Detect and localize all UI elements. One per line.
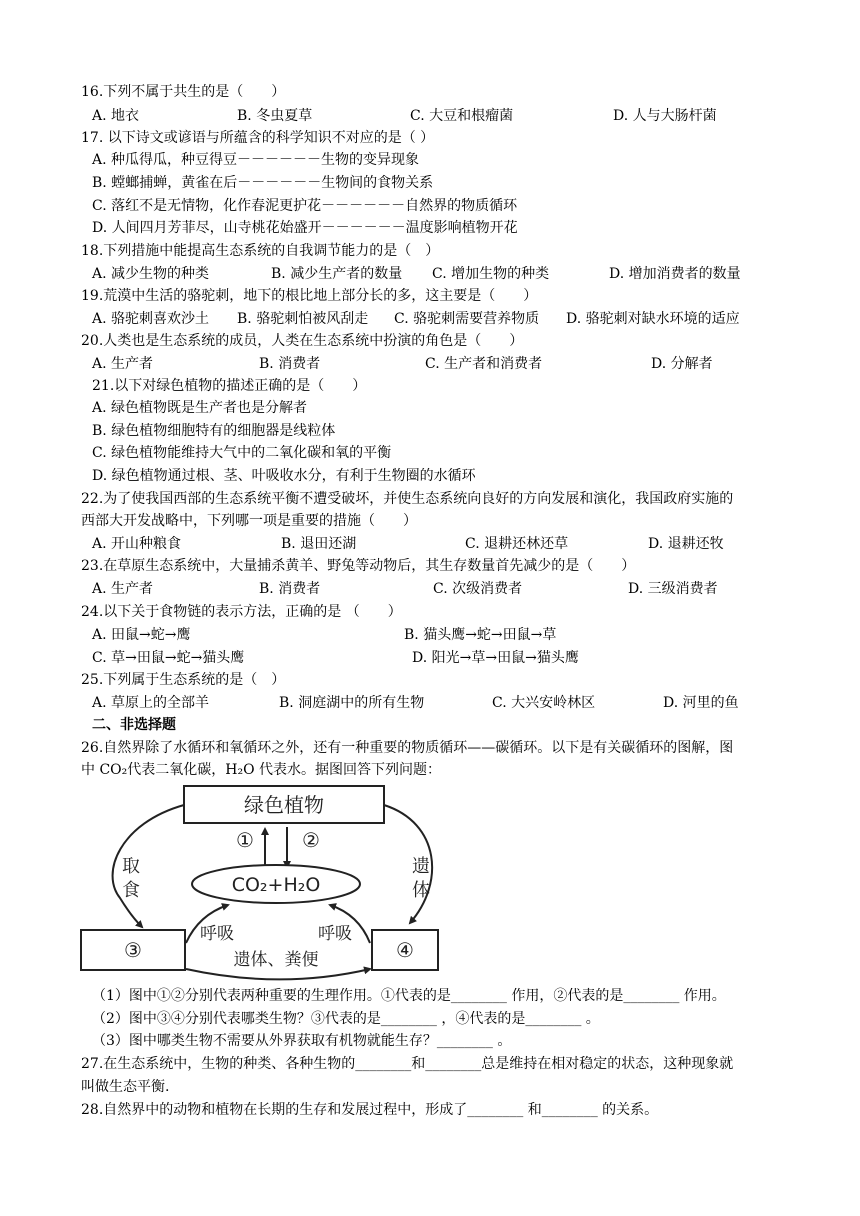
question-24-stem: 24.以下关于食物链的表示方法，正确的是 （ ） (81, 604, 402, 620)
question-27-stem-line1: 27.在生态系统中，生物的种类、各种生物的________和________总是维持在相对稳定的状态，这种现象就 (81, 1056, 734, 1072)
q18-option-c: C. 增加生物的种类 (432, 266, 550, 282)
right-label-char-2: 体 (412, 880, 430, 901)
question-23-stem: 23.在草原生态系统中，大量捕杀黄羊、野兔等动物后，其生存数量首先减少的是（ ） (81, 558, 636, 574)
q25-option-d: D. 河里的鱼 (663, 695, 739, 711)
question-22-stem-line2: 西部大开发战略中，下列哪一项是重要的措施（ ） (81, 513, 417, 529)
q26-sub-3: （3）图中哪类生物不需要从外界获取有机物就能生存？________ 。 (92, 1033, 512, 1049)
green-plant-label: 绿色植物 (244, 793, 324, 817)
q17-option-a: A. 种瓜得瓜，种豆得豆－－－－－－生物的变异现象 (92, 152, 420, 168)
question-25-stem: 25.下列属于生态系统的是（ ） (81, 672, 286, 688)
q24-option-b: B. 猫头鹰→蛇→田鼠→草 (404, 627, 557, 643)
question-19-stem: 19.荒漠中生活的骆驼刺，地下的根比地上部分长的多，这主要是（ ） (81, 288, 538, 304)
q25-option-b: B. 洞庭湖中的所有生物 (279, 695, 425, 711)
q22-option-a: A. 开山种粮食 (92, 536, 182, 552)
q19-option-d: D. 骆驼刺对缺水环境的适应 (566, 311, 740, 327)
q26-sub-2: （2）图中③④分别代表哪类生物？③代表的是________ ，④代表的是________ 。 (92, 1011, 600, 1027)
q19-option-b: B. 骆驼刺怕被风刮走 (237, 311, 369, 327)
q17-option-c: C. 落红不是无情物，化作春泥更护花－－－－－－自然界的物质循环 (92, 198, 518, 214)
left-label-char-1: 取 (122, 856, 140, 877)
q24-option-d: D. 阳光→草→田鼠→猫头鹰 (412, 650, 579, 666)
bottom-arrow (186, 969, 370, 980)
q23-option-c: C. 次级消费者 (433, 581, 523, 597)
right-label-char-1: 遗 (412, 856, 430, 877)
q16-option-c: C. 大豆和根瘤菌 (410, 108, 514, 124)
question-17-stem: 17. 以下诗文或谚语与所蕴含的科学知识不对应的是（ ） (81, 130, 435, 146)
q16-option-b: B. 冬虫夏草 (237, 108, 313, 124)
left-label-char-2: 食 (122, 880, 140, 901)
q22-option-d: D. 退耕还牧 (648, 536, 724, 552)
q23-option-d: D. 三级消费者 (628, 581, 718, 597)
q21-option-b: B. 绿色植物细胞特有的细胞器是线粒体 (92, 423, 336, 439)
question-20-stem: 20.人类也是生态系统的成员，人类在生态系统中扮演的角色是（ ） (81, 333, 524, 349)
label-1: ① (236, 828, 254, 852)
q24-option-a: A. 田鼠→蛇→鹰 (92, 627, 191, 643)
box-4-label: ④ (396, 938, 414, 962)
carbon-cycle-diagram (80, 783, 440, 983)
q20-option-a: A. 生产者 (92, 356, 154, 372)
q19-option-c: C. 骆驼刺需要营养物质 (394, 311, 540, 327)
q23-option-b: B. 消费者 (259, 581, 321, 597)
question-28-stem: 28.自然界中的动物和植物在长期的生存和发展过程中，形成了________ 和________ 的关系。 (81, 1102, 659, 1118)
q22-option-b: B. 退田还湖 (281, 536, 357, 552)
q24-option-c: C. 草→田鼠→蛇→猫头鹰 (92, 650, 245, 666)
question-16-stem: 16.下列不属于共生的是（ ） (81, 84, 286, 100)
q22-option-c: C. 退耕还林还草 (465, 536, 569, 552)
bottom-label: 遗体、粪便 (233, 950, 319, 970)
question-27-stem-line2: 叫做生态平衡. (81, 1079, 170, 1095)
q20-option-b: B. 消费者 (259, 356, 321, 372)
q16-option-a: A. 地衣 (92, 108, 140, 124)
co2-h2o-label: CO₂+H₂O (231, 874, 321, 896)
box-3-label: ③ (124, 938, 142, 962)
q25-option-a: A. 草原上的全部羊 (92, 695, 210, 711)
resp-left-label: 呼吸 (200, 924, 234, 944)
label-2: ② (302, 828, 320, 852)
q19-option-a: A. 骆驼刺喜欢沙土 (92, 311, 210, 327)
resp-right-label: 呼吸 (318, 924, 352, 944)
q20-option-d: D. 分解者 (651, 356, 713, 372)
q17-option-d: D. 人间四月芳菲尽，山寺桃花始盛开－－－－－－温度影响植物开花 (92, 220, 518, 236)
question-21-stem: 21.以下对绿色植物的描述正确的是（ ） (92, 378, 367, 394)
question-26-stem-line1: 26.自然界除了水循环和氧循环之外，还有一种重要的物质循环——碳循环。以下是有关碳循环的图解，图 (81, 740, 734, 756)
q26-sub-1: （1）图中①②分别代表两种重要的生理作用。①代表的是________ 作用，②代表的是________ 作用。 (92, 988, 726, 1004)
q25-option-c: C. 大兴安岭林区 (492, 695, 596, 711)
q21-option-c: C. 绿色植物能维持大气中的二氧化碳和氧的平衡 (92, 445, 392, 461)
q20-option-c: C. 生产者和消费者 (425, 356, 543, 372)
q18-option-a: A. 减少生物的种类 (92, 266, 210, 282)
q23-option-a: A. 生产者 (92, 581, 154, 597)
question-18-stem: 18.下列措施中能提高生态系统的自我调节能力的是（ ） (81, 243, 440, 259)
section-heading: 二、非选择题 (92, 717, 176, 733)
q16-option-d: D. 人与大肠杆菌 (613, 108, 717, 124)
q18-option-b: B. 减少生产者的数量 (271, 266, 403, 282)
question-22-stem-line1: 22.为了使我国西部的生态系统平衡不遭受破坏，并使生态系统向良好的方向发展和演化，我国政府实施的 (81, 491, 734, 507)
q17-option-b: B. 螳螂捕蝉，黄雀在后－－－－－－生物间的食物关系 (92, 175, 434, 191)
q21-option-a: A. 绿色植物既是生产者也是分解者 (92, 400, 308, 416)
q18-option-d: D. 增加消费者的数量 (609, 266, 741, 282)
question-26-stem-line2: 中 CO₂代表二氧化碳，H₂O 代表水。据图回答下列问题： (81, 762, 441, 778)
q21-option-d: D. 绿色植物通过根、茎、叶吸收水分，有利于生物圈的水循环 (92, 468, 476, 484)
